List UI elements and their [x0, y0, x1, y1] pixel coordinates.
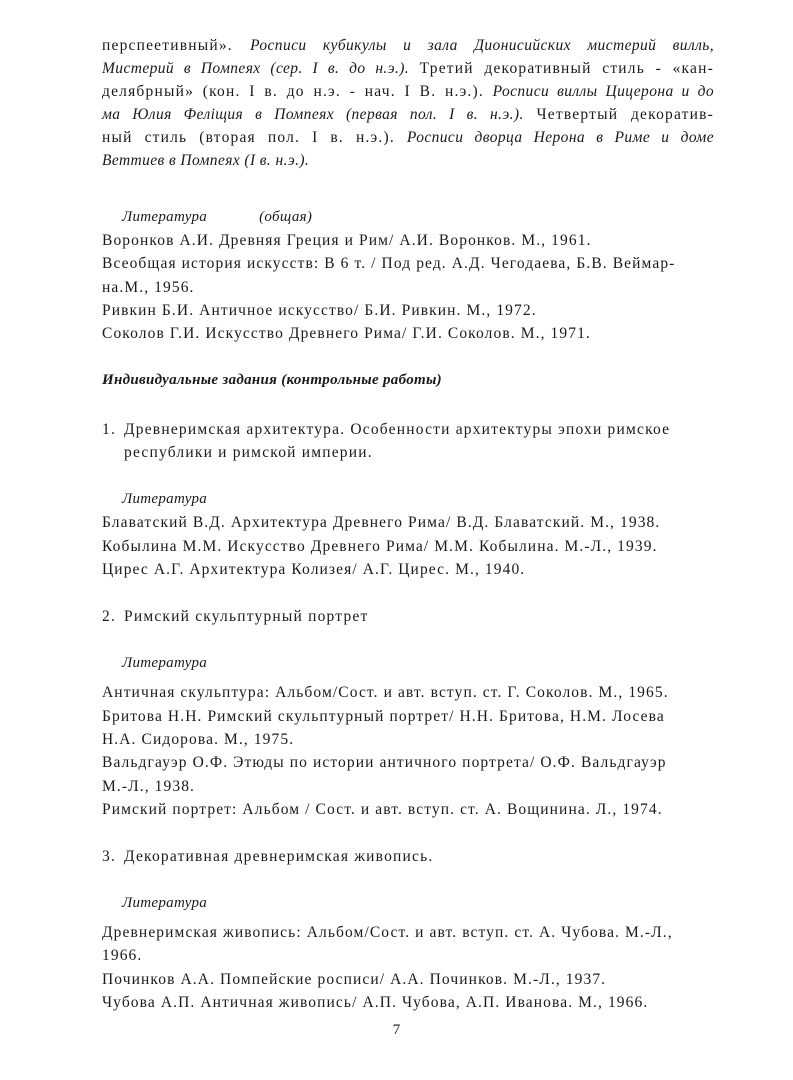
task-2 — [102, 605, 714, 821]
literature-heading: Литература — [122, 895, 208, 912]
italic-span: Росписи кубикулы и зала Дионисийских мистерий вилль, — [250, 37, 714, 54]
bib-entry: Вальдгауэр О.Ф. Этюды по истории античного портрета/ О.Ф. Вальдгауэр — [102, 754, 667, 772]
italic-span: Росписи дворца Нерона в Риме и доме — [406, 129, 715, 146]
task-title-line: республики и римской империи. — [124, 444, 373, 462]
task-3 — [102, 845, 714, 1014]
text-span: Четвертый декоратив- — [523, 106, 714, 123]
literature-heading-text: Литература — [122, 209, 208, 225]
italic-span: Веттиев в Помпеях (I в. н.э.). — [102, 152, 310, 169]
literature-subheading: (общая) — [259, 209, 313, 225]
bib-entry: Воронков А.И. Древняя Греция и Рим/ А.И. Воронков. М., 1961. — [102, 232, 592, 249]
bib-entry: Цирес А.Г. Архитектура Колизея/ А.Г. Цирес. М., 1940. — [102, 561, 526, 579]
task-title-text — [124, 418, 714, 464]
bib-entry: Н.А. Сидорова. М., 1975. — [102, 730, 295, 748]
bib-entry: Римский портрет: Альбом / Сост. и авт. вступ. ст. А. Вощинина. Л., 1974. — [102, 800, 663, 818]
task-title-text: Римский скульптурный портрет — [124, 608, 369, 626]
bib-entry: на.М., 1956. — [102, 278, 195, 296]
task-number: 2. — [102, 608, 117, 626]
intro-line — [102, 103, 714, 126]
page-number: 7 — [392, 1022, 401, 1038]
bib-entry: Кобылина М.М. Искусство Древнего Рима/ М.М. Кобылина. М.-Л., 1939. — [102, 537, 658, 555]
text-span: делябрный» (кон. I в. до н.э. - нач. I В. н.э.). — [102, 83, 493, 100]
italic-span: Росписи виллы Цицерона и до — [492, 83, 714, 100]
italic-span: ма Юлия Феліщия в Помпеях (первая пол. I в. н.э.). — [102, 106, 524, 123]
bib-entry: Чубова А.П. Античная живопись/ А.П. Чубова, А.П. Иванова. М., 1966. — [102, 994, 649, 1012]
task-number: 1. — [102, 421, 117, 439]
task-1 — [102, 418, 714, 581]
intro-line — [102, 149, 714, 172]
bib-entry: Античная скульптура: Альбом/Сост. и авт. вступ. ст. Г. Соколов. М., 1965. — [102, 684, 669, 702]
text-span: Третий декоративный стиль - «кан- — [409, 60, 714, 77]
task-title-text: Декоративная древнеримская живопись. — [124, 848, 434, 866]
intro-line — [102, 126, 714, 149]
bib-entry: 1966. — [102, 947, 143, 965]
bib-entry: М.-Л., 1938. — [102, 777, 196, 795]
literature-heading: Литература — [122, 655, 208, 672]
general-literature — [102, 206, 714, 345]
bib-entry: Бритова Н.Н. Римский скульптурный портрет/ Н.Н. Бритова, Н.М. Лосева — [102, 707, 665, 725]
task-title — [102, 605, 714, 628]
bib-entry: Ривкин Б.И. Античное искусство/ Б.И. Ривкин. М., 1972. — [102, 301, 537, 319]
task-title-line: Древнеримская архитектура. Особенности архитектуры эпохи римское — [124, 421, 671, 439]
bib-entry: Древнеримская живопись: Альбом/Сост. и авт. вступ. ст. А. Чубова. М.-Л., — [102, 924, 673, 942]
bib-entry: Соколов Г.И. Искусство Древнего Рима/ Г.И. Соколов. М., 1971. — [102, 325, 591, 343]
task-number: 3. — [102, 848, 117, 866]
literature-heading — [102, 206, 714, 229]
tasks-heading: Индивидуальные задания (контрольные работы) — [102, 372, 442, 389]
italic-span: Мистерий в Помпеях (сер. I в. до н.э.). — [102, 60, 410, 77]
text-span: перспеетивный». — [102, 37, 251, 54]
bib-entry: Починков А.А. Помпейские росписи/ А.А. Починков. М.-Л., 1937. — [102, 970, 607, 988]
intro-line — [102, 57, 714, 80]
literature-heading: Литература — [122, 491, 208, 508]
intro-line — [102, 34, 714, 57]
bib-entry: Блаватский В.Д. Архитектура Древнего Рима/ В.Д. Блаватский. М., 1938. — [102, 514, 661, 532]
task-title — [102, 845, 714, 868]
intro-paragraph — [102, 34, 714, 172]
task-title — [102, 418, 714, 464]
bib-entry: Всеобщая история искусств: В 6 т. / Под ред. А.Д. Чегодаева, Б.В. Веймар- — [102, 255, 676, 273]
page-body — [102, 34, 714, 1014]
intro-line — [102, 80, 714, 103]
text-span: ный стиль (вторая пол. I в. н.э.). — [102, 129, 407, 146]
